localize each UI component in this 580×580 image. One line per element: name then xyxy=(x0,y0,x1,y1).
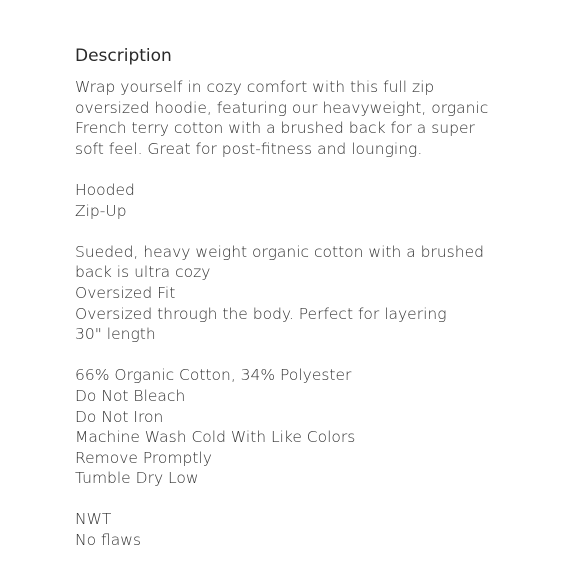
description-line: NWT xyxy=(75,510,112,529)
description-heading: Description xyxy=(75,46,172,66)
description-paragraph-care xyxy=(75,365,565,489)
paragraph-gap xyxy=(75,159,565,180)
description-paragraph-fit xyxy=(75,242,565,345)
description-line: Do Not Bleach xyxy=(75,386,186,405)
description-line: Remove Promptly xyxy=(75,448,212,467)
description-line: Zip-Up xyxy=(75,201,127,220)
description-line: Sueded, heavy weight organic cotton with a brushed xyxy=(75,242,484,261)
description-line: Oversized Fit xyxy=(75,283,176,302)
description-line: Do Not Iron xyxy=(75,407,164,426)
description-line: Hooded xyxy=(75,180,135,199)
description-line: Oversized through the body. Perfect for layering xyxy=(75,304,447,323)
description-paragraph-intro xyxy=(75,77,565,159)
description-line: back is ultra cozy xyxy=(75,263,211,282)
paragraph-gap xyxy=(75,345,565,366)
description-line: oversized hoodie, featuring our heavyweight, organic xyxy=(75,98,489,117)
description-paragraph-condition xyxy=(75,509,565,550)
description-line: French terry cotton with a brushed back for a super xyxy=(75,119,475,138)
description-line: Wrap yourself in cozy comfort with this full zip xyxy=(75,78,435,96)
description-line: soft feel. Great for post-fitness and lounging. xyxy=(75,139,423,158)
description-line: Tumble Dry Low xyxy=(75,469,199,488)
description-line: 30" length xyxy=(75,325,156,344)
paragraph-gap xyxy=(75,221,565,242)
description-line: 66% Organic Cotton, 34% Polyester xyxy=(75,366,352,385)
description-line: Machine Wash Cold With Like Colors xyxy=(75,428,356,447)
description-line: No flaws xyxy=(75,531,142,550)
paragraph-gap xyxy=(75,489,565,510)
description-paragraph-features xyxy=(75,180,565,221)
description-panel xyxy=(75,44,565,551)
